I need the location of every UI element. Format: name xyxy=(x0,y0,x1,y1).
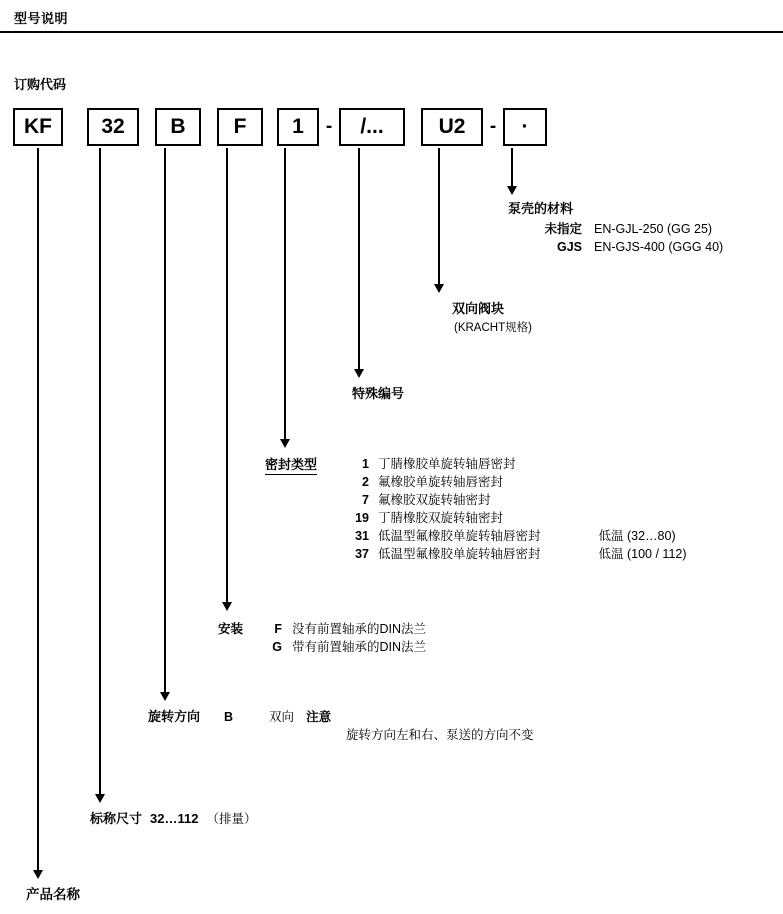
seal-rows xyxy=(347,455,687,563)
seal-value: 氟橡胶单旋转轴唇密封 xyxy=(378,475,504,489)
rotation-attention-label: 注意 xyxy=(306,710,332,724)
mounting-rows xyxy=(268,620,426,656)
code-token-mounting: F xyxy=(217,108,263,146)
seal-key: 7 xyxy=(362,493,369,507)
leader-line-product xyxy=(37,148,39,874)
code-token-kf: KF xyxy=(13,108,63,146)
code-token-valve: U2 xyxy=(421,108,483,146)
housing-row xyxy=(508,238,723,256)
mounting-key: G xyxy=(272,640,282,654)
leader-line-housing xyxy=(511,148,513,190)
annotation-rotation-title: 旋转方向 xyxy=(148,709,201,724)
annotation-seal-type xyxy=(265,455,687,563)
code-separator-1: - xyxy=(325,116,333,137)
seal-note: 低温 (32…80) xyxy=(598,529,676,543)
seal-note: 低温 (100 / 112) xyxy=(598,547,687,561)
leader-arrow-valve xyxy=(434,284,444,293)
annotation-valve-block xyxy=(452,300,532,337)
leader-arrow-special xyxy=(354,369,364,378)
mounting-value: 带有前置轴承的DIN法兰 xyxy=(292,640,427,654)
header-divider xyxy=(0,31,783,33)
leader-arrow-product xyxy=(33,870,43,879)
code-token-size: 32 xyxy=(87,108,139,146)
leader-line-nominal-size xyxy=(99,148,101,798)
housing-key: GJS xyxy=(556,240,582,254)
housing-key: 未指定 xyxy=(544,222,582,236)
nominal-size-title: 标称尺寸 xyxy=(90,811,143,826)
housing-row xyxy=(508,220,723,238)
seal-key: 19 xyxy=(355,511,369,525)
leader-arrow-seal xyxy=(280,439,290,448)
nominal-size-code: 32…112 xyxy=(150,811,199,826)
seal-row xyxy=(347,527,687,545)
seal-value: 丁腈橡胶双旋转轴密封 xyxy=(378,511,504,525)
seal-row xyxy=(347,545,687,563)
leader-arrow-nominal-size xyxy=(95,794,105,803)
code-token-rotation: B xyxy=(155,108,201,146)
seal-value: 氟橡胶双旋转轴密封 xyxy=(378,493,491,507)
mounting-key: F xyxy=(274,622,282,636)
code-token-seal: 1 xyxy=(277,108,319,146)
annotation-housing-material xyxy=(508,200,723,256)
housing-value: EN-GJL-250 (GG 25) xyxy=(594,222,713,236)
seal-row xyxy=(347,509,687,527)
annotation-housing-title: 泵壳的材料 xyxy=(508,201,574,216)
order-code-label: 订购代码 xyxy=(14,77,67,92)
annotation-valve-subtitle: (KRACHT规格) xyxy=(454,322,532,334)
annotation-special-number: 特殊编号 xyxy=(352,386,405,401)
annotation-nominal-size xyxy=(90,810,256,828)
leader-line-special xyxy=(358,148,360,373)
seal-value: 低温型氟橡胶单旋转轴唇密封 xyxy=(378,529,541,543)
annotation-rotation xyxy=(148,708,534,744)
code-token-housing: · xyxy=(503,108,547,146)
housing-value: EN-GJS-400 (GGG 40) xyxy=(594,240,724,254)
mounting-row xyxy=(268,620,426,638)
leader-arrow-rotation xyxy=(160,692,170,701)
leader-line-mounting xyxy=(226,148,228,606)
annotation-seal-title: 密封类型 xyxy=(265,456,317,475)
rotation-line xyxy=(148,708,534,726)
seal-key: 1 xyxy=(362,457,369,471)
annotation-product-name: 产品名称 xyxy=(26,887,80,902)
rotation-code: B xyxy=(224,710,234,724)
leader-line-rotation xyxy=(164,148,166,696)
rotation-direction: 双向 xyxy=(269,710,295,724)
leader-line-seal xyxy=(284,148,286,443)
annotation-mounting-title: 安装 xyxy=(218,622,244,636)
seal-row xyxy=(347,473,687,491)
leader-arrow-housing xyxy=(507,186,517,195)
leader-arrow-mounting xyxy=(222,602,232,611)
seal-value: 低温型氟橡胶单旋转轴唇密封 xyxy=(378,547,541,561)
seal-key: 37 xyxy=(355,547,369,561)
seal-row xyxy=(347,491,687,509)
nominal-size-note: （排量） xyxy=(206,812,257,826)
code-token-special: /... xyxy=(339,108,405,146)
seal-key: 2 xyxy=(362,475,369,489)
rotation-detail: 旋转方向左和右、泵送的方向不变 xyxy=(346,728,534,742)
mounting-row xyxy=(268,638,426,656)
seal-value: 丁腈橡胶单旋转轴唇密封 xyxy=(378,457,516,471)
seal-key: 31 xyxy=(355,529,369,543)
code-separator-2: - xyxy=(489,116,497,137)
page-title: 型号说明 xyxy=(14,11,69,26)
seal-row xyxy=(347,455,687,473)
annotation-valve-title: 双向阀块 xyxy=(452,301,505,316)
mounting-value: 没有前置轴承的DIN法兰 xyxy=(292,622,427,636)
annotation-mounting xyxy=(218,620,426,656)
leader-line-valve xyxy=(438,148,440,288)
